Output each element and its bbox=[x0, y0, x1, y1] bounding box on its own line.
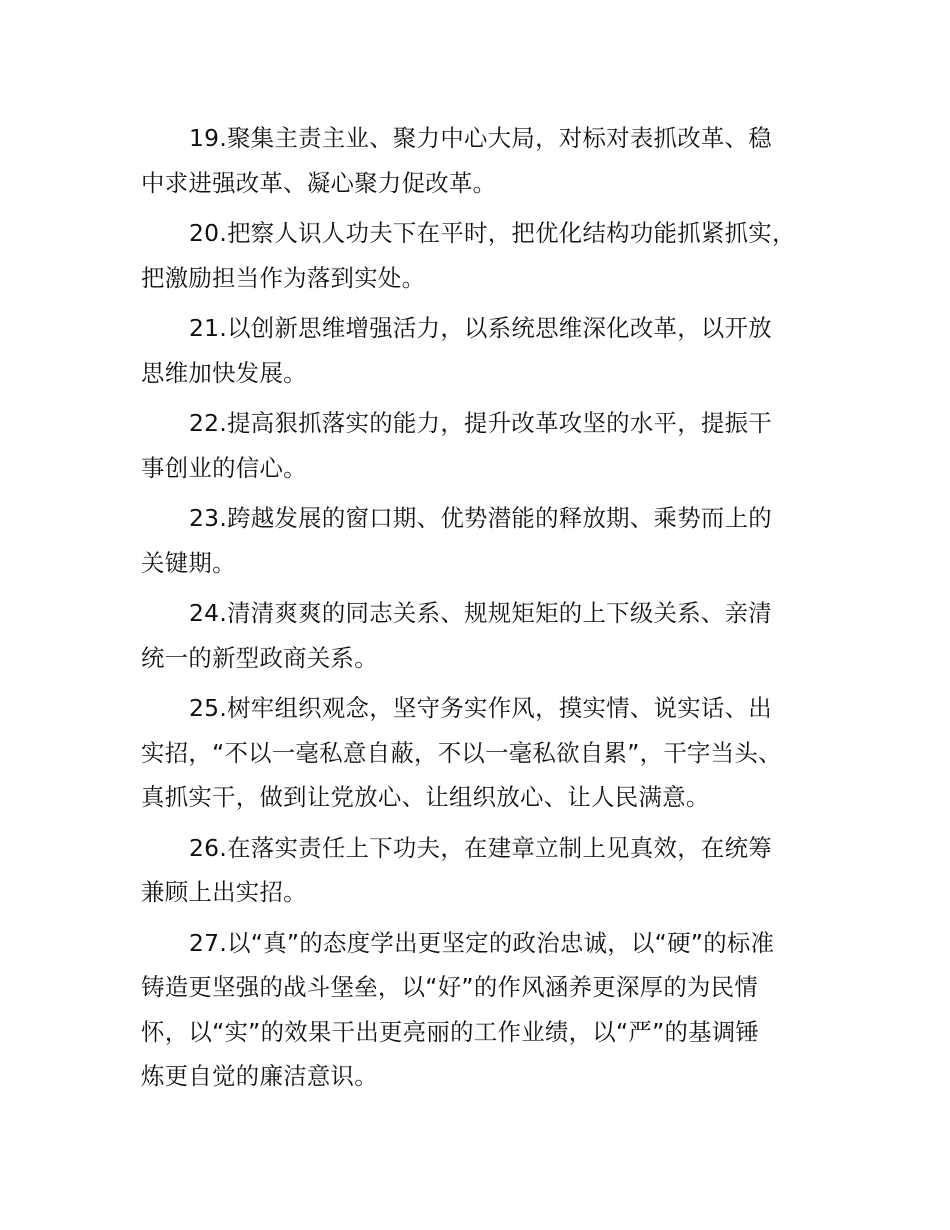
paragraph-line: 21.以创新思维增强活力，以系统思维深化改革，以开放 bbox=[189, 314, 772, 342]
paragraph-line: 事创业的信心。 bbox=[141, 453, 307, 482]
paragraph-24 bbox=[141, 591, 841, 680]
paragraph-line: 铸造更坚强的战斗堡垒，以“好”的作风涵养更深厚的为民情 bbox=[141, 973, 759, 1001]
paragraph-line: 炼更自觉的廉洁意识。 bbox=[141, 1062, 378, 1090]
paragraph-line: 真抓实干，做到让党放心、让组织放心、让人民满意。 bbox=[141, 783, 710, 811]
paragraph-26 bbox=[141, 826, 841, 915]
paragraph-line: 26.在落实责任上下功夫，在建章立制上见真效，在统筹 bbox=[189, 833, 772, 862]
paragraph-25 bbox=[141, 686, 841, 820]
paragraph-line: 23.跨越发展的窗口期、优势潜能的释放期、乘势而上的 bbox=[189, 504, 772, 532]
paragraph-line: 关键期。 bbox=[141, 548, 236, 577]
paragraph-27 bbox=[141, 921, 841, 1099]
paragraph-20 bbox=[141, 211, 841, 300]
paragraph-line: 统一的新型政商关系。 bbox=[141, 643, 378, 672]
paragraph-line: 19.聚集主责主业、聚力中心大局，对标对表抓改革、稳 bbox=[189, 124, 772, 152]
paragraph-23 bbox=[141, 496, 841, 585]
paragraph-line: 22.提高狠抓落实的能力，提升改革攻坚的水平，提振干 bbox=[189, 409, 772, 437]
paragraph-line: 中求进强改革、凝心聚力促改革。 bbox=[141, 168, 497, 197]
paragraph-line: 把激励担当作为落到实处。 bbox=[141, 263, 426, 292]
paragraph-21 bbox=[141, 306, 841, 395]
paragraph-line: 实招，“不以一毫私意自蔽，不以一毫私欲自累”，干字当头、 bbox=[141, 738, 782, 767]
paragraph-line: 20.把察人识人功夫下在平时，把优化结构功能抓紧抓实， bbox=[189, 219, 796, 247]
document-body bbox=[141, 116, 841, 1105]
paragraph-line: 思维加快发展。 bbox=[141, 358, 307, 387]
paragraph-line: 兼顾上出实招。 bbox=[141, 878, 307, 906]
paragraph-22 bbox=[141, 401, 841, 490]
paragraph-line: 25.树牢组织观念，坚守务实作风，摸实情、说实话、出 bbox=[189, 694, 772, 722]
paragraph-line: 24.清清爽爽的同志关系、规规矩矩的上下级关系、亲清 bbox=[189, 599, 772, 627]
paragraph-line: 怀，以“实”的效果干出更亮丽的工作业绩，以“严”的基调锤 bbox=[141, 1017, 760, 1046]
paragraph-line: 27.以“真”的态度学出更坚定的政治忠诚，以“硬”的标准 bbox=[189, 928, 775, 957]
paragraph-19 bbox=[141, 116, 841, 205]
